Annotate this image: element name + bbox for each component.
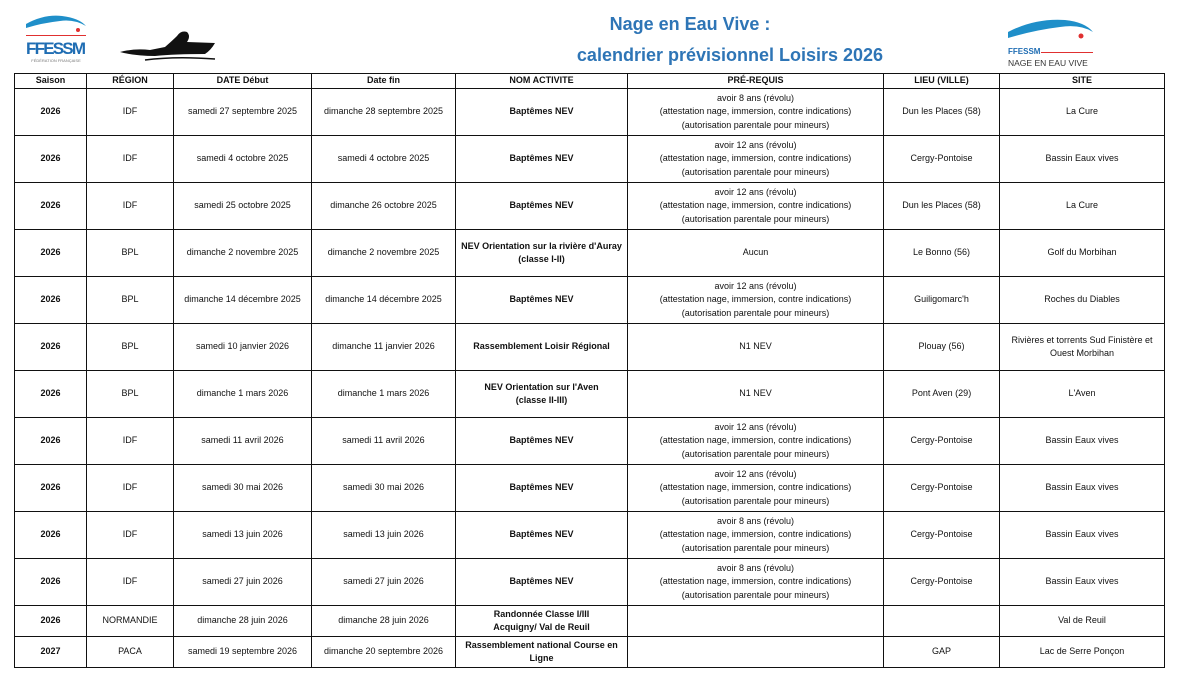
cell-date-fin	[312, 606, 456, 637]
cell-nom-activite	[456, 183, 628, 230]
cell-saison	[15, 418, 87, 465]
cell-text: dimanche 14 décembre 2025	[325, 294, 442, 305]
cell-text: samedi 13 juin 2026	[343, 529, 424, 540]
cell-text: 2026	[40, 435, 61, 446]
cell-text: avoir 12 ans (révolu)	[714, 468, 797, 479]
cell-text: Lac de Serre Ponçon	[1039, 646, 1125, 657]
cell-text: NEV Orientation sur la rivière d'Auray	[461, 240, 622, 251]
cell-date-fin	[312, 637, 456, 668]
cell-date-debut	[174, 637, 312, 668]
cell-text: N1 NEV	[739, 341, 772, 352]
cell-region	[87, 324, 174, 371]
cell-nom-activite	[456, 324, 628, 371]
cell-text: avoir 8 ans (révolu)	[716, 562, 795, 573]
cell-text: BPL	[121, 247, 139, 258]
cell-nom-activite	[456, 371, 628, 418]
cell-text: avoir 12 ans (révolu)	[714, 139, 797, 150]
cell-nom-activite	[456, 637, 628, 668]
cell-text: (autorisation parentale pour mineurs)	[681, 495, 830, 506]
cell-text: samedi 25 octobre 2025	[194, 200, 291, 211]
cell-text: Acquigny/ Val de Reuil	[493, 622, 590, 632]
cell-site	[1000, 371, 1165, 418]
cell-saison	[15, 371, 87, 418]
cell-pre-requis	[628, 277, 884, 324]
cell-text: Plouay (56)	[918, 341, 965, 352]
cell-text: samedi 11 avril 2026	[201, 435, 284, 446]
cell-text: Bassin Eaux vives	[1045, 435, 1119, 446]
cell-text: IDF	[122, 576, 138, 587]
cell-text: Baptêmes NEV	[509, 294, 574, 305]
cell-text: (autorisation parentale pour mineurs)	[681, 589, 830, 600]
cell-text: N1 NEV	[739, 388, 772, 399]
cell-text: Cergy-Pontoise	[910, 529, 973, 540]
cell-region	[87, 606, 174, 637]
cell-text: Cergy-Pontoise	[910, 153, 973, 164]
cell-text: Cergy-Pontoise	[910, 576, 973, 587]
cell-date-debut	[174, 230, 312, 277]
cell-region	[87, 230, 174, 277]
cell-text: IDF	[122, 106, 138, 117]
cell-text: (autorisation parentale pour mineurs)	[681, 307, 830, 318]
cell-pre-requis	[628, 324, 884, 371]
cell-text: (classe II-III)	[515, 395, 568, 405]
cell-date-fin	[312, 183, 456, 230]
cell-saison	[15, 277, 87, 324]
cell-region	[87, 183, 174, 230]
column-header-date-fin: Date fin	[312, 74, 456, 89]
cell-text: 2026	[40, 615, 61, 626]
column-header-date-debut: DATE Début	[174, 74, 312, 89]
table-row	[15, 418, 1165, 465]
cell-text: (classe I-II)	[518, 254, 565, 264]
cell-text: Rassemblement Loisir Régional	[473, 341, 610, 352]
cell-nom-activite	[456, 89, 628, 136]
cell-text: Bassin Eaux vives	[1045, 482, 1119, 493]
cell-text: 2026	[40, 153, 61, 164]
cell-site	[1000, 465, 1165, 512]
cell-lieu	[884, 371, 1000, 418]
cell-region	[87, 371, 174, 418]
cell-text: Aucun	[742, 247, 769, 258]
cell-text: (attestation nage, immersion, contre indications)	[659, 200, 852, 211]
cell-date-debut	[174, 606, 312, 637]
cell-date-fin	[312, 371, 456, 418]
cell-text: NORMANDIE	[102, 615, 158, 626]
cell-text: (attestation nage, immersion, contre indications)	[659, 482, 852, 493]
cell-text: avoir 8 ans (révolu)	[716, 92, 795, 103]
cell-pre-requis	[628, 606, 884, 637]
cell-text: samedi 27 juin 2026	[202, 576, 283, 587]
cell-date-fin	[312, 418, 456, 465]
table-row	[15, 371, 1165, 418]
cell-text: (autorisation parentale pour mineurs)	[681, 542, 830, 553]
cell-nom-activite	[456, 512, 628, 559]
cell-date-fin	[312, 559, 456, 606]
cell-lieu	[884, 606, 1000, 637]
nage-eau-vive-logo	[1005, 12, 1115, 70]
calendar-table	[14, 73, 1165, 668]
cell-nom-activite	[456, 136, 628, 183]
cell-text: avoir 12 ans (révolu)	[714, 186, 797, 197]
cell-text: Val de Reuil	[1058, 615, 1106, 626]
table-row	[15, 637, 1165, 668]
cell-text: La Cure	[1065, 106, 1099, 117]
table-row	[15, 512, 1165, 559]
table-row	[15, 183, 1165, 230]
cell-text: avoir 8 ans (révolu)	[716, 515, 795, 526]
cell-text: samedi 30 mai 2026	[342, 482, 425, 493]
cell-text: Dun les Places (58)	[902, 200, 981, 211]
table-row	[15, 606, 1165, 637]
cell-text: PACA	[118, 646, 142, 657]
cell-text: (autorisation parentale pour mineurs)	[681, 119, 830, 130]
cell-nom-activite	[456, 465, 628, 512]
cell-region	[87, 512, 174, 559]
cell-text: Dun les Places (58)	[902, 106, 981, 117]
cell-lieu	[884, 136, 1000, 183]
cell-text: (autorisation parentale pour mineurs)	[681, 166, 830, 177]
table-row	[15, 230, 1165, 277]
cell-date-debut	[174, 324, 312, 371]
cell-pre-requis	[628, 637, 884, 668]
cell-nom-activite	[456, 418, 628, 465]
cell-text: BPL	[121, 294, 139, 305]
cell-text: Randonnée Classe I/III	[493, 608, 590, 619]
cell-text: Rassemblement national Course en Ligne	[465, 639, 618, 663]
cell-pre-requis	[628, 89, 884, 136]
cell-text: dimanche 11 janvier 2026	[332, 341, 435, 352]
cell-text: 2026	[40, 388, 61, 399]
cell-text: 2026	[40, 576, 61, 587]
column-header-lieu: LIEU (VILLE)	[884, 74, 1000, 89]
cell-date-fin	[312, 230, 456, 277]
column-header-saison: Saison	[15, 74, 87, 89]
cell-saison	[15, 89, 87, 136]
cell-date-debut	[174, 89, 312, 136]
cell-lieu	[884, 183, 1000, 230]
column-header-region: RÉGION	[87, 74, 174, 89]
cell-pre-requis	[628, 230, 884, 277]
cell-lieu	[884, 465, 1000, 512]
cell-saison	[15, 606, 87, 637]
cell-text: 2026	[40, 341, 61, 352]
cell-site	[1000, 89, 1165, 136]
cell-pre-requis	[628, 183, 884, 230]
cell-date-debut	[174, 136, 312, 183]
cell-date-debut	[174, 465, 312, 512]
cell-site	[1000, 606, 1165, 637]
cell-text: dimanche 28 septembre 2025	[323, 106, 444, 117]
cell-text: avoir 12 ans (révolu)	[714, 421, 797, 432]
table-row	[15, 277, 1165, 324]
cell-date-fin	[312, 136, 456, 183]
cell-text: dimanche 1 mars 2026	[196, 388, 289, 399]
cell-text: (attestation nage, immersion, contre indications)	[659, 106, 852, 117]
cell-pre-requis	[628, 136, 884, 183]
page-title-line2: calendrier prévisionnel Loisirs 2026	[576, 45, 884, 65]
cell-site	[1000, 183, 1165, 230]
cell-text: Baptêmes NEV	[509, 435, 574, 446]
cell-text: Bassin Eaux vives	[1045, 576, 1119, 587]
cell-text: samedi 19 septembre 2026	[187, 646, 298, 657]
cell-lieu	[884, 418, 1000, 465]
cell-saison	[15, 512, 87, 559]
cell-lieu	[884, 277, 1000, 324]
cell-text: L'Aven	[1068, 388, 1096, 399]
cell-lieu	[884, 230, 1000, 277]
cell-saison	[15, 559, 87, 606]
cell-text: (attestation nage, immersion, contre indications)	[659, 153, 852, 164]
cell-text: Baptêmes NEV	[509, 482, 574, 493]
table-row	[15, 324, 1165, 371]
cell-text: samedi 30 mai 2026	[201, 482, 284, 493]
cell-text: La Cure	[1065, 200, 1099, 211]
cell-text: IDF	[122, 153, 138, 164]
cell-text: 2026	[40, 529, 61, 540]
table-header-row	[15, 74, 1165, 89]
cell-text: samedi 4 octobre 2025	[196, 153, 289, 164]
cell-text: (attestation nage, immersion, contre indications)	[659, 435, 852, 446]
cell-text: BPL	[121, 341, 139, 352]
svg-text:NAGE EN EAU VIVE: NAGE EN EAU VIVE	[1008, 58, 1088, 68]
cell-text: (autorisation parentale pour mineurs)	[681, 448, 830, 459]
cell-region	[87, 136, 174, 183]
cell-region	[87, 465, 174, 512]
cell-date-debut	[174, 418, 312, 465]
cell-saison	[15, 230, 87, 277]
cell-text: Baptêmes NEV	[509, 106, 574, 117]
cell-site	[1000, 136, 1165, 183]
cell-text: IDF	[122, 482, 138, 493]
cell-region	[87, 89, 174, 136]
cell-text: samedi 13 juin 2026	[202, 529, 283, 540]
cell-pre-requis	[628, 465, 884, 512]
cell-saison	[15, 637, 87, 668]
cell-pre-requis	[628, 559, 884, 606]
cell-date-debut	[174, 512, 312, 559]
cell-pre-requis	[628, 512, 884, 559]
cell-text: dimanche 26 octobre 2025	[330, 200, 437, 211]
cell-region	[87, 559, 174, 606]
cell-text: Roches du Diables	[1044, 294, 1120, 305]
cell-text: BPL	[121, 388, 139, 399]
cell-text: 2026	[40, 200, 61, 211]
cell-nom-activite	[456, 277, 628, 324]
cell-text: dimanche 2 novembre 2025	[186, 247, 299, 258]
cell-pre-requis	[628, 418, 884, 465]
cell-text: 2027	[40, 646, 61, 657]
cell-lieu	[884, 512, 1000, 559]
table-row	[15, 89, 1165, 136]
cell-text: (autorisation parentale pour mineurs)	[681, 213, 830, 224]
cell-text: dimanche 20 septembre 2026	[323, 646, 444, 657]
cell-text: 2026	[40, 482, 61, 493]
cell-text: GAP	[931, 646, 951, 657]
cell-text: Guiligomarc'h	[914, 294, 969, 305]
ffessm-logo	[24, 10, 90, 70]
cell-text: 2026	[40, 106, 61, 117]
cell-nom-activite	[456, 230, 628, 277]
svg-text:FÉDÉRATION FRANÇAISE: FÉDÉRATION FRANÇAISE	[31, 58, 81, 63]
table-row	[15, 465, 1165, 512]
cell-text: Bassin Eaux vives	[1045, 529, 1119, 540]
cell-site	[1000, 324, 1165, 371]
cell-text: 2026	[40, 247, 61, 258]
table-row	[15, 559, 1165, 606]
cell-date-fin	[312, 465, 456, 512]
cell-text: dimanche 2 novembre 2025	[327, 247, 440, 258]
cell-text: dimanche 28 juin 2026	[338, 615, 429, 626]
cell-date-debut	[174, 371, 312, 418]
cell-text: Le Bonno (56)	[912, 247, 971, 258]
cell-date-fin	[312, 512, 456, 559]
cell-text: samedi 27 septembre 2025	[187, 106, 298, 117]
cell-text: Cergy-Pontoise	[910, 435, 973, 446]
cell-nom-activite	[456, 606, 628, 637]
cell-text: Golf du Morbihan	[1047, 247, 1117, 258]
column-header-site: SITE	[1000, 74, 1165, 89]
cell-region	[87, 637, 174, 668]
cell-text: samedi 27 juin 2026	[343, 576, 424, 587]
swimmer-icon	[115, 30, 225, 65]
cell-saison	[15, 324, 87, 371]
cell-text: (attestation nage, immersion, contre indications)	[659, 529, 852, 540]
cell-nom-activite	[456, 559, 628, 606]
cell-site	[1000, 559, 1165, 606]
cell-lieu	[884, 637, 1000, 668]
cell-saison	[15, 465, 87, 512]
cell-site	[1000, 230, 1165, 277]
cell-site	[1000, 277, 1165, 324]
cell-text: Pont Aven (29)	[911, 388, 972, 399]
svg-text:FFESSM: FFESSM	[1008, 47, 1041, 56]
cell-text: Cergy-Pontoise	[910, 482, 973, 493]
column-header-nom-activite: NOM ACTIVITE	[456, 74, 628, 89]
cell-lieu	[884, 559, 1000, 606]
cell-text: samedi 4 octobre 2025	[337, 153, 430, 164]
cell-region	[87, 277, 174, 324]
cell-text: Baptêmes NEV	[509, 576, 574, 587]
column-header-pre-requis: PRÉ-REQUIS	[628, 74, 884, 89]
cell-date-fin	[312, 89, 456, 136]
cell-saison	[15, 183, 87, 230]
cell-text: IDF	[122, 435, 138, 446]
cell-text: dimanche 1 mars 2026	[337, 388, 430, 399]
cell-text: NEV Orientation sur l'Aven	[484, 381, 599, 392]
cell-text: IDF	[122, 200, 138, 211]
table-row	[15, 136, 1165, 183]
cell-date-debut	[174, 183, 312, 230]
cell-text: Baptêmes NEV	[509, 529, 574, 540]
cell-text: 2026	[40, 294, 61, 305]
cell-text: dimanche 14 décembre 2025	[184, 294, 301, 305]
cell-text: samedi 11 avril 2026	[342, 435, 425, 446]
cell-site	[1000, 637, 1165, 668]
cell-date-debut	[174, 559, 312, 606]
cell-text: dimanche 28 juin 2026	[197, 615, 288, 626]
cell-text: Rivières et torrents Sud Finistère et Ouest Morbihan	[1011, 334, 1153, 358]
cell-date-fin	[312, 277, 456, 324]
cell-saison	[15, 136, 87, 183]
cell-text: IDF	[122, 529, 138, 540]
cell-date-fin	[312, 324, 456, 371]
cell-site	[1000, 418, 1165, 465]
cell-text: samedi 10 janvier 2026	[195, 341, 290, 352]
cell-text: Baptêmes NEV	[509, 200, 574, 211]
cell-region	[87, 418, 174, 465]
cell-text: Baptêmes NEV	[509, 153, 574, 164]
cell-lieu	[884, 324, 1000, 371]
cell-pre-requis	[628, 371, 884, 418]
cell-site	[1000, 512, 1165, 559]
svg-text:FFESSM: FFESSM	[26, 39, 86, 58]
cell-date-debut	[174, 277, 312, 324]
cell-lieu	[884, 89, 1000, 136]
cell-text: (attestation nage, immersion, contre indications)	[659, 294, 852, 305]
cell-text: avoir 12 ans (révolu)	[714, 280, 797, 291]
cell-text: (attestation nage, immersion, contre indications)	[659, 576, 852, 587]
page-title-line1: Nage en Eau Vive :	[609, 14, 771, 34]
cell-text: Bassin Eaux vives	[1045, 153, 1119, 164]
